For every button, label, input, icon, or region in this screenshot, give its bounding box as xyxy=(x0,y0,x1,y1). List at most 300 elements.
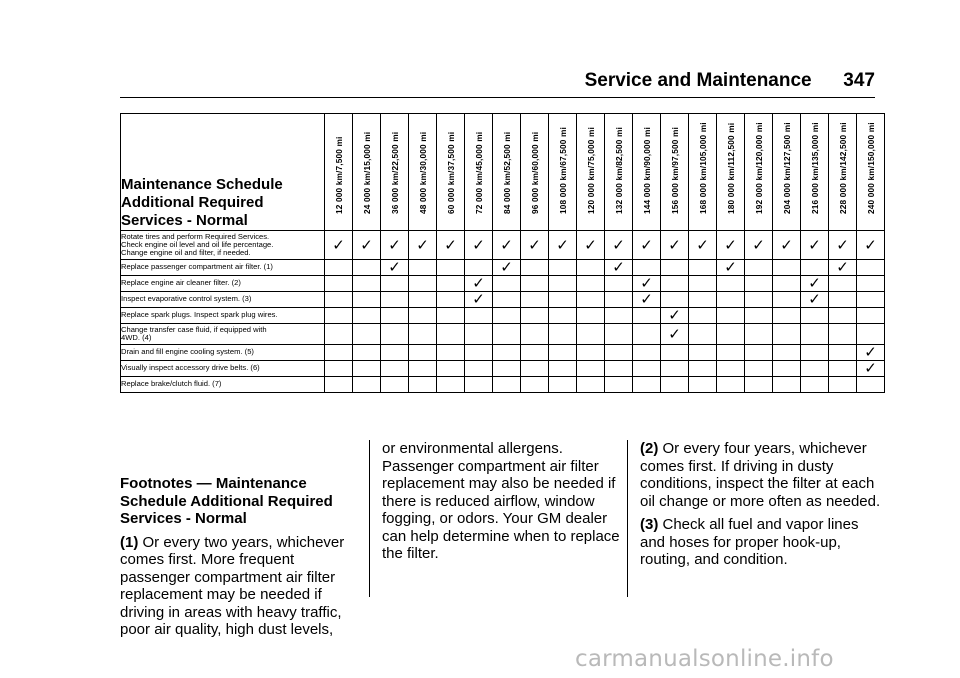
footnote-text-line: conditions, inspect the filter at each xyxy=(640,475,875,492)
schedule-cell xyxy=(857,377,885,393)
schedule-cell xyxy=(661,308,689,324)
footnotes-heading xyxy=(120,475,344,528)
schedule-cell xyxy=(493,345,521,361)
footnotes-column-1 xyxy=(120,440,344,656)
schedule-cell xyxy=(437,345,465,361)
schedule-cell xyxy=(521,361,549,377)
schedule-cell xyxy=(549,324,577,345)
schedule-cell xyxy=(549,361,577,377)
page-header: Service and Maintenance 347 xyxy=(584,70,875,91)
checkmark-icon: ✓ xyxy=(472,236,485,254)
schedule-cell xyxy=(717,292,745,308)
schedule-cell xyxy=(661,292,689,308)
table-row xyxy=(121,308,885,324)
watermark: carmanualsonline.info xyxy=(575,646,834,672)
table-row xyxy=(121,260,885,276)
footnote-text-line: passenger compartment air filter xyxy=(120,568,336,586)
checkmark-icon: ✓ xyxy=(836,259,849,276)
footnote-number: (1) xyxy=(120,533,139,551)
schedule-cell xyxy=(521,377,549,393)
table-row xyxy=(121,345,885,361)
schedule-cell xyxy=(353,377,381,393)
interval-label: 96 000 km/60,000 mi xyxy=(529,131,540,214)
schedule-cell xyxy=(353,324,381,345)
schedule-cell xyxy=(633,231,661,260)
interval-header xyxy=(689,114,717,231)
schedule-cell xyxy=(381,231,409,260)
footnote-text-line: driving in areas with heavy traffic, xyxy=(120,603,342,621)
checkmark-icon: ✓ xyxy=(388,236,401,254)
checkmark-icon: ✓ xyxy=(808,291,821,308)
schedule-cell xyxy=(717,308,745,324)
schedule-cell xyxy=(633,292,661,308)
schedule-cell xyxy=(381,377,409,393)
schedule-cell xyxy=(717,324,745,345)
interval-label: 12 000 km/7,500 mi xyxy=(333,136,344,214)
task-line: Replace passenger compartment air filter. (1) xyxy=(121,262,273,272)
maintenance-schedule-table xyxy=(120,113,885,393)
schedule-cell xyxy=(661,260,689,276)
footnote-text-line: comes first. If driving in dusty xyxy=(640,457,834,475)
schedule-cell xyxy=(437,361,465,377)
schedule-cell xyxy=(521,292,549,308)
schedule-cell xyxy=(605,324,633,345)
interval-header xyxy=(633,114,661,231)
schedule-cell xyxy=(409,377,437,393)
column-divider xyxy=(369,440,370,597)
footnote-text-line: Check all fuel and vapor lines xyxy=(658,516,859,533)
schedule-cell xyxy=(857,308,885,324)
schedule-cell xyxy=(689,345,717,361)
schedule-cell xyxy=(689,231,717,260)
schedule-cell xyxy=(353,292,381,308)
schedule-cell xyxy=(465,345,493,361)
schedule-cell xyxy=(857,260,885,276)
task-line: Visually inspect accessory drive belts. (6) xyxy=(121,363,260,373)
schedule-cell xyxy=(689,324,717,345)
task-line: Drain and fill engine cooling system. (5) xyxy=(121,347,254,357)
schedule-cell xyxy=(857,361,885,377)
footnotes-column-2 xyxy=(382,440,620,563)
task-line: Rotate tires and perform Required Services. xyxy=(121,231,270,241)
table-row xyxy=(121,361,885,377)
schedule-cell xyxy=(605,345,633,361)
footnote-1 xyxy=(120,534,344,639)
schedule-cell xyxy=(353,260,381,276)
schedule-cell xyxy=(745,361,773,377)
schedule-cell xyxy=(745,276,773,292)
schedule-cell xyxy=(577,308,605,324)
schedule-cell xyxy=(605,231,633,260)
task-line: Replace spark plugs. Inspect spark plug wires. xyxy=(121,310,278,320)
schedule-cell xyxy=(745,308,773,324)
schedule-cell xyxy=(661,361,689,377)
interval-label: 72 000 km/45,000 mi xyxy=(473,131,484,214)
schedule-cell xyxy=(465,324,493,345)
schedule-cell xyxy=(829,260,857,276)
schedule-cell xyxy=(493,377,521,393)
interval-header xyxy=(577,114,605,231)
interval-label: 84 000 km/52,500 mi xyxy=(501,131,512,214)
schedule-cell xyxy=(381,361,409,377)
checkmark-icon: ✓ xyxy=(416,236,429,254)
interval-header xyxy=(381,114,409,231)
schedule-cell xyxy=(409,308,437,324)
schedule-cell xyxy=(633,276,661,292)
schedule-cell xyxy=(381,345,409,361)
schedule-cell xyxy=(325,276,353,292)
checkmark-icon: ✓ xyxy=(752,236,765,254)
interval-header xyxy=(437,114,465,231)
checkmark-icon: ✓ xyxy=(472,291,485,308)
schedule-cell xyxy=(857,345,885,361)
schedule-cell xyxy=(521,260,549,276)
checkmark-icon: ✓ xyxy=(808,275,821,292)
schedule-cell xyxy=(521,324,549,345)
checkmark-icon: ✓ xyxy=(668,236,681,254)
checkmark-icon: ✓ xyxy=(556,236,569,254)
schedule-cell xyxy=(773,345,801,361)
interval-label: 168 000 km/105,000 mi xyxy=(697,122,708,214)
schedule-cell xyxy=(325,361,353,377)
schedule-cell xyxy=(549,260,577,276)
footnote-text-line: replacement may also be needed if xyxy=(382,475,616,492)
schedule-cell xyxy=(353,276,381,292)
schedule-cell xyxy=(353,231,381,260)
schedule-cell xyxy=(829,324,857,345)
schedule-cell xyxy=(689,377,717,393)
task-line: Check engine oil level and oil life percentage. xyxy=(121,239,274,249)
task-description xyxy=(121,231,325,260)
interval-label: 192 000 km/120,000 mi xyxy=(753,122,764,214)
interval-label: 108 000 km/67,500 mi xyxy=(557,127,568,214)
schedule-cell xyxy=(549,276,577,292)
schedule-cell xyxy=(801,292,829,308)
checkmark-icon: ✓ xyxy=(584,236,597,254)
schedule-cell xyxy=(409,361,437,377)
schedule-cell xyxy=(801,361,829,377)
schedule-cell xyxy=(465,292,493,308)
checkmark-icon: ✓ xyxy=(528,236,541,254)
schedule-cell xyxy=(773,260,801,276)
footnote-3 xyxy=(640,516,880,569)
footnotes-heading-line: Footnotes — Maintenance xyxy=(120,475,307,492)
footnote-text-line: fogging, or odors. Your GM dealer xyxy=(382,510,608,527)
schedule-cell xyxy=(549,231,577,260)
schedule-cell xyxy=(605,276,633,292)
schedule-cell xyxy=(577,260,605,276)
schedule-cell xyxy=(465,276,493,292)
schedule-cell xyxy=(661,377,689,393)
schedule-cell xyxy=(689,276,717,292)
interval-label: 132 000 km/82,500 mi xyxy=(613,127,624,214)
interval-label: 204 000 km/127,500 mi xyxy=(781,122,792,214)
schedule-cell xyxy=(745,345,773,361)
schedule-cell xyxy=(493,231,521,260)
schedule-cell xyxy=(325,324,353,345)
schedule-cell xyxy=(549,345,577,361)
schedule-cell xyxy=(465,377,493,393)
interval-header xyxy=(801,114,829,231)
schedule-cell xyxy=(325,377,353,393)
schedule-cell xyxy=(801,324,829,345)
task-line: 4WD. (4) xyxy=(121,333,152,342)
interval-header xyxy=(605,114,633,231)
interval-label: 120 000 km/75,000 mi xyxy=(585,127,596,214)
schedule-cell xyxy=(465,231,493,260)
interval-header xyxy=(857,114,885,231)
table-row xyxy=(121,377,885,393)
schedule-cell xyxy=(325,231,353,260)
schedule-cell xyxy=(381,276,409,292)
column-divider xyxy=(627,440,628,597)
schedule-cell xyxy=(717,345,745,361)
checkmark-icon: ✓ xyxy=(696,236,709,254)
schedule-cell xyxy=(801,308,829,324)
schedule-cell xyxy=(605,292,633,308)
schedule-cell xyxy=(605,308,633,324)
checkmark-icon: ✓ xyxy=(724,259,737,276)
schedule-cell xyxy=(577,377,605,393)
schedule-cell xyxy=(745,324,773,345)
task-description xyxy=(121,345,325,361)
table-heading xyxy=(121,114,325,231)
interval-header xyxy=(829,114,857,231)
schedule-cell xyxy=(465,361,493,377)
interval-header xyxy=(353,114,381,231)
task-description xyxy=(121,324,325,345)
schedule-cell xyxy=(325,260,353,276)
schedule-cell xyxy=(353,308,381,324)
interval-header xyxy=(549,114,577,231)
footnote-number: (2) xyxy=(640,440,659,457)
schedule-cell xyxy=(829,361,857,377)
footnote-2 xyxy=(640,440,880,510)
checkmark-icon: ✓ xyxy=(780,236,793,254)
schedule-cell xyxy=(409,345,437,361)
schedule-cell xyxy=(829,308,857,324)
footnote-text-line: Passenger compartment air filter xyxy=(382,457,599,475)
schedule-cell xyxy=(829,292,857,308)
schedule-cell xyxy=(493,361,521,377)
interval-label: 60 000 km/37,500 mi xyxy=(445,131,456,214)
table-heading-line: Services - Normal xyxy=(121,212,248,229)
schedule-cell xyxy=(689,260,717,276)
schedule-cell xyxy=(577,231,605,260)
task-description xyxy=(121,377,325,393)
schedule-cell xyxy=(465,260,493,276)
checkmark-icon: ✓ xyxy=(360,236,373,254)
schedule-cell xyxy=(437,292,465,308)
schedule-cell xyxy=(409,292,437,308)
schedule-cell xyxy=(773,231,801,260)
schedule-cell xyxy=(353,361,381,377)
schedule-cell xyxy=(661,345,689,361)
schedule-cell xyxy=(409,276,437,292)
schedule-cell xyxy=(381,260,409,276)
schedule-cell xyxy=(745,231,773,260)
schedule-cell xyxy=(577,345,605,361)
schedule-cell xyxy=(381,324,409,345)
footnote-text-line: poor air quality, high dust levels, xyxy=(120,621,334,638)
checkmark-icon: ✓ xyxy=(864,236,877,254)
footnote-text-line: or environmental allergens. xyxy=(382,440,563,457)
schedule-cell xyxy=(633,361,661,377)
schedule-cell xyxy=(745,260,773,276)
schedule-cell xyxy=(577,361,605,377)
schedule-cell xyxy=(605,260,633,276)
schedule-cell xyxy=(745,377,773,393)
schedule-cell xyxy=(801,345,829,361)
footnote-text-line: Or every two years, whichever xyxy=(138,533,345,551)
task-description xyxy=(121,292,325,308)
schedule-cell xyxy=(633,308,661,324)
footnotes-heading-line: Schedule Additional Required xyxy=(120,492,333,510)
checkmark-icon: ✓ xyxy=(612,259,625,276)
schedule-cell xyxy=(493,276,521,292)
schedule-cell xyxy=(717,231,745,260)
interval-header xyxy=(717,114,745,231)
schedule-cell xyxy=(801,260,829,276)
footnotes-column-3 xyxy=(640,440,880,569)
schedule-cell xyxy=(745,292,773,308)
schedule-cell xyxy=(605,377,633,393)
schedule-cell xyxy=(325,345,353,361)
schedule-cell xyxy=(857,324,885,345)
interval-header xyxy=(773,114,801,231)
footnote-text-line: can help determine when to replace xyxy=(382,527,620,545)
schedule-cell xyxy=(633,260,661,276)
schedule-cell xyxy=(437,276,465,292)
footnote-text-line: the filter. xyxy=(382,545,439,562)
schedule-cell xyxy=(521,345,549,361)
schedule-cell xyxy=(633,377,661,393)
table-row xyxy=(121,292,885,308)
schedule-cell xyxy=(801,377,829,393)
task-description xyxy=(121,260,325,276)
checkmark-icon: ✓ xyxy=(724,236,737,254)
schedule-cell xyxy=(661,276,689,292)
schedule-cell xyxy=(857,231,885,260)
footnote-text-line: oil change or more often as needed. xyxy=(640,492,881,510)
interval-header xyxy=(661,114,689,231)
checkmark-icon: ✓ xyxy=(500,236,513,254)
schedule-cell xyxy=(521,308,549,324)
schedule-cell xyxy=(493,324,521,345)
schedule-cell xyxy=(633,345,661,361)
table-row xyxy=(121,231,885,260)
checkmark-icon: ✓ xyxy=(668,325,681,343)
schedule-cell xyxy=(689,361,717,377)
task-line: Change engine oil and filter, if needed. xyxy=(121,248,251,258)
schedule-cell xyxy=(325,292,353,308)
schedule-cell xyxy=(857,276,885,292)
interval-header xyxy=(493,114,521,231)
checkmark-icon: ✓ xyxy=(836,236,849,254)
task-line: Inspect evaporative control system. (3) xyxy=(121,294,252,304)
schedule-cell xyxy=(493,292,521,308)
checkmark-icon: ✓ xyxy=(864,360,877,377)
task-description xyxy=(121,308,325,324)
table-heading-line: Additional Required xyxy=(121,194,264,211)
interval-header xyxy=(521,114,549,231)
footnotes-heading-line: Services - Normal xyxy=(120,510,247,527)
schedule-cell xyxy=(829,377,857,393)
schedule-cell xyxy=(773,276,801,292)
schedule-cell xyxy=(829,345,857,361)
schedule-cell xyxy=(437,231,465,260)
footnote-text-line: there is reduced airflow, window xyxy=(382,492,595,510)
schedule-cell xyxy=(577,276,605,292)
task-description xyxy=(121,361,325,377)
interval-label: 36 000 km/22,500 mi xyxy=(389,131,400,214)
interval-label: 216 000 km/135,000 mi xyxy=(809,122,820,214)
schedule-cell xyxy=(549,308,577,324)
footnote-number: (3) xyxy=(640,516,659,533)
task-description xyxy=(121,276,325,292)
schedule-cell xyxy=(409,231,437,260)
schedule-cell xyxy=(381,308,409,324)
schedule-cell xyxy=(633,324,661,345)
interval-header xyxy=(745,114,773,231)
footnote-text-line: and hoses for proper hook-up, xyxy=(640,533,841,551)
interval-label: 144 000 km/90,000 mi xyxy=(641,127,652,214)
schedule-cell xyxy=(773,324,801,345)
interval-label: 240 000 km/150,000 mi xyxy=(865,122,876,214)
interval-label: 228 000 km/142,500 mi xyxy=(837,122,848,214)
checkmark-icon: ✓ xyxy=(640,275,653,292)
schedule-cell xyxy=(409,324,437,345)
checkmark-icon: ✓ xyxy=(640,291,653,308)
checkmark-icon: ✓ xyxy=(612,236,625,254)
schedule-cell xyxy=(493,260,521,276)
schedule-cell xyxy=(493,308,521,324)
schedule-cell xyxy=(353,345,381,361)
schedule-cell xyxy=(521,231,549,260)
schedule-cell xyxy=(717,276,745,292)
schedule-cell xyxy=(521,276,549,292)
schedule-cell xyxy=(325,308,353,324)
checkmark-icon: ✓ xyxy=(472,275,485,292)
schedule-cell xyxy=(773,292,801,308)
schedule-cell xyxy=(381,292,409,308)
schedule-cell xyxy=(605,361,633,377)
checkmark-icon: ✓ xyxy=(640,236,653,254)
schedule-cell xyxy=(689,308,717,324)
table-row xyxy=(121,324,885,345)
schedule-cell xyxy=(465,308,493,324)
checkmark-icon: ✓ xyxy=(444,236,457,254)
schedule-cell xyxy=(689,292,717,308)
schedule-cell xyxy=(857,292,885,308)
schedule-cell xyxy=(437,377,465,393)
interval-label: 48 000 km/30,000 mi xyxy=(417,131,428,214)
schedule-cell xyxy=(717,361,745,377)
schedule-cell xyxy=(577,292,605,308)
schedule-cell xyxy=(773,361,801,377)
checkmark-icon: ✓ xyxy=(808,236,821,254)
footnote-text-line: Or every four years, whichever xyxy=(658,440,867,457)
schedule-cell xyxy=(801,276,829,292)
checkmark-icon: ✓ xyxy=(668,307,681,324)
interval-label: 24 000 km/15,000 mi xyxy=(361,131,372,214)
interval-label: 156 000 km/97,500 mi xyxy=(669,127,680,214)
schedule-cell xyxy=(801,231,829,260)
task-line: Replace brake/clutch fluid. (7) xyxy=(121,379,222,389)
interval-header xyxy=(325,114,353,231)
header-rule xyxy=(120,97,875,98)
checkmark-icon: ✓ xyxy=(332,236,345,254)
